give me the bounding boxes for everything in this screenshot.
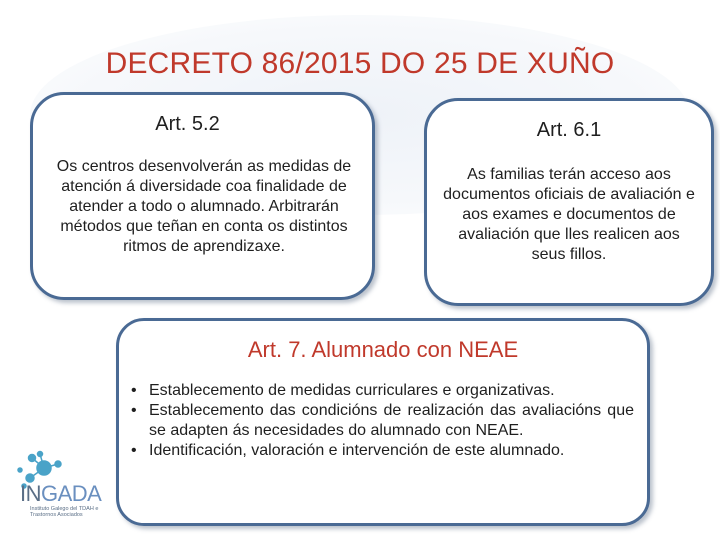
article-6-1-text: As familias terán acceso aos documentos oficiais de avaliación e aos exames e documentos de avaliación que lles realicen aos seus fillos. (443, 166, 695, 263)
article-7-heading: Art. 7. Alumnado con NEAE (247, 337, 519, 362)
article-5-2-text: Os centros desenvolverán as medidas de atención á diversidade coa finalidade de atender a todo o alumnado. Arbitrarán métodos que teñan en conta os distintos ritmos de aprendizaxe. (56, 158, 352, 255)
logo-wordmark: INGADA (20, 481, 102, 506)
logo-subtitle: Instituto Galego del TDAH e Trastornos Asociados (30, 506, 99, 518)
article-7-list (129, 381, 634, 461)
article-6-1-card (424, 98, 714, 306)
article-7-card (116, 318, 650, 526)
article-5-2-card (30, 92, 375, 300)
list-item: • Establecemento de medidas curriculares e organizativas. (131, 382, 555, 399)
page-title: DECRETO 86/2015 DO 25 DE XUÑO (105, 47, 615, 80)
article-5-2-heading: Art. 5.2 (155, 113, 220, 135)
article-6-1-heading: Art. 6.1 (536, 119, 602, 141)
list-item: • Identificación, valoración e intervención de este alumnado. (131, 442, 565, 459)
list-item: • Establecemento das condicións de realización das avaliacións que se adapten ás necesidades do alumnado con NEAE. (131, 402, 634, 439)
